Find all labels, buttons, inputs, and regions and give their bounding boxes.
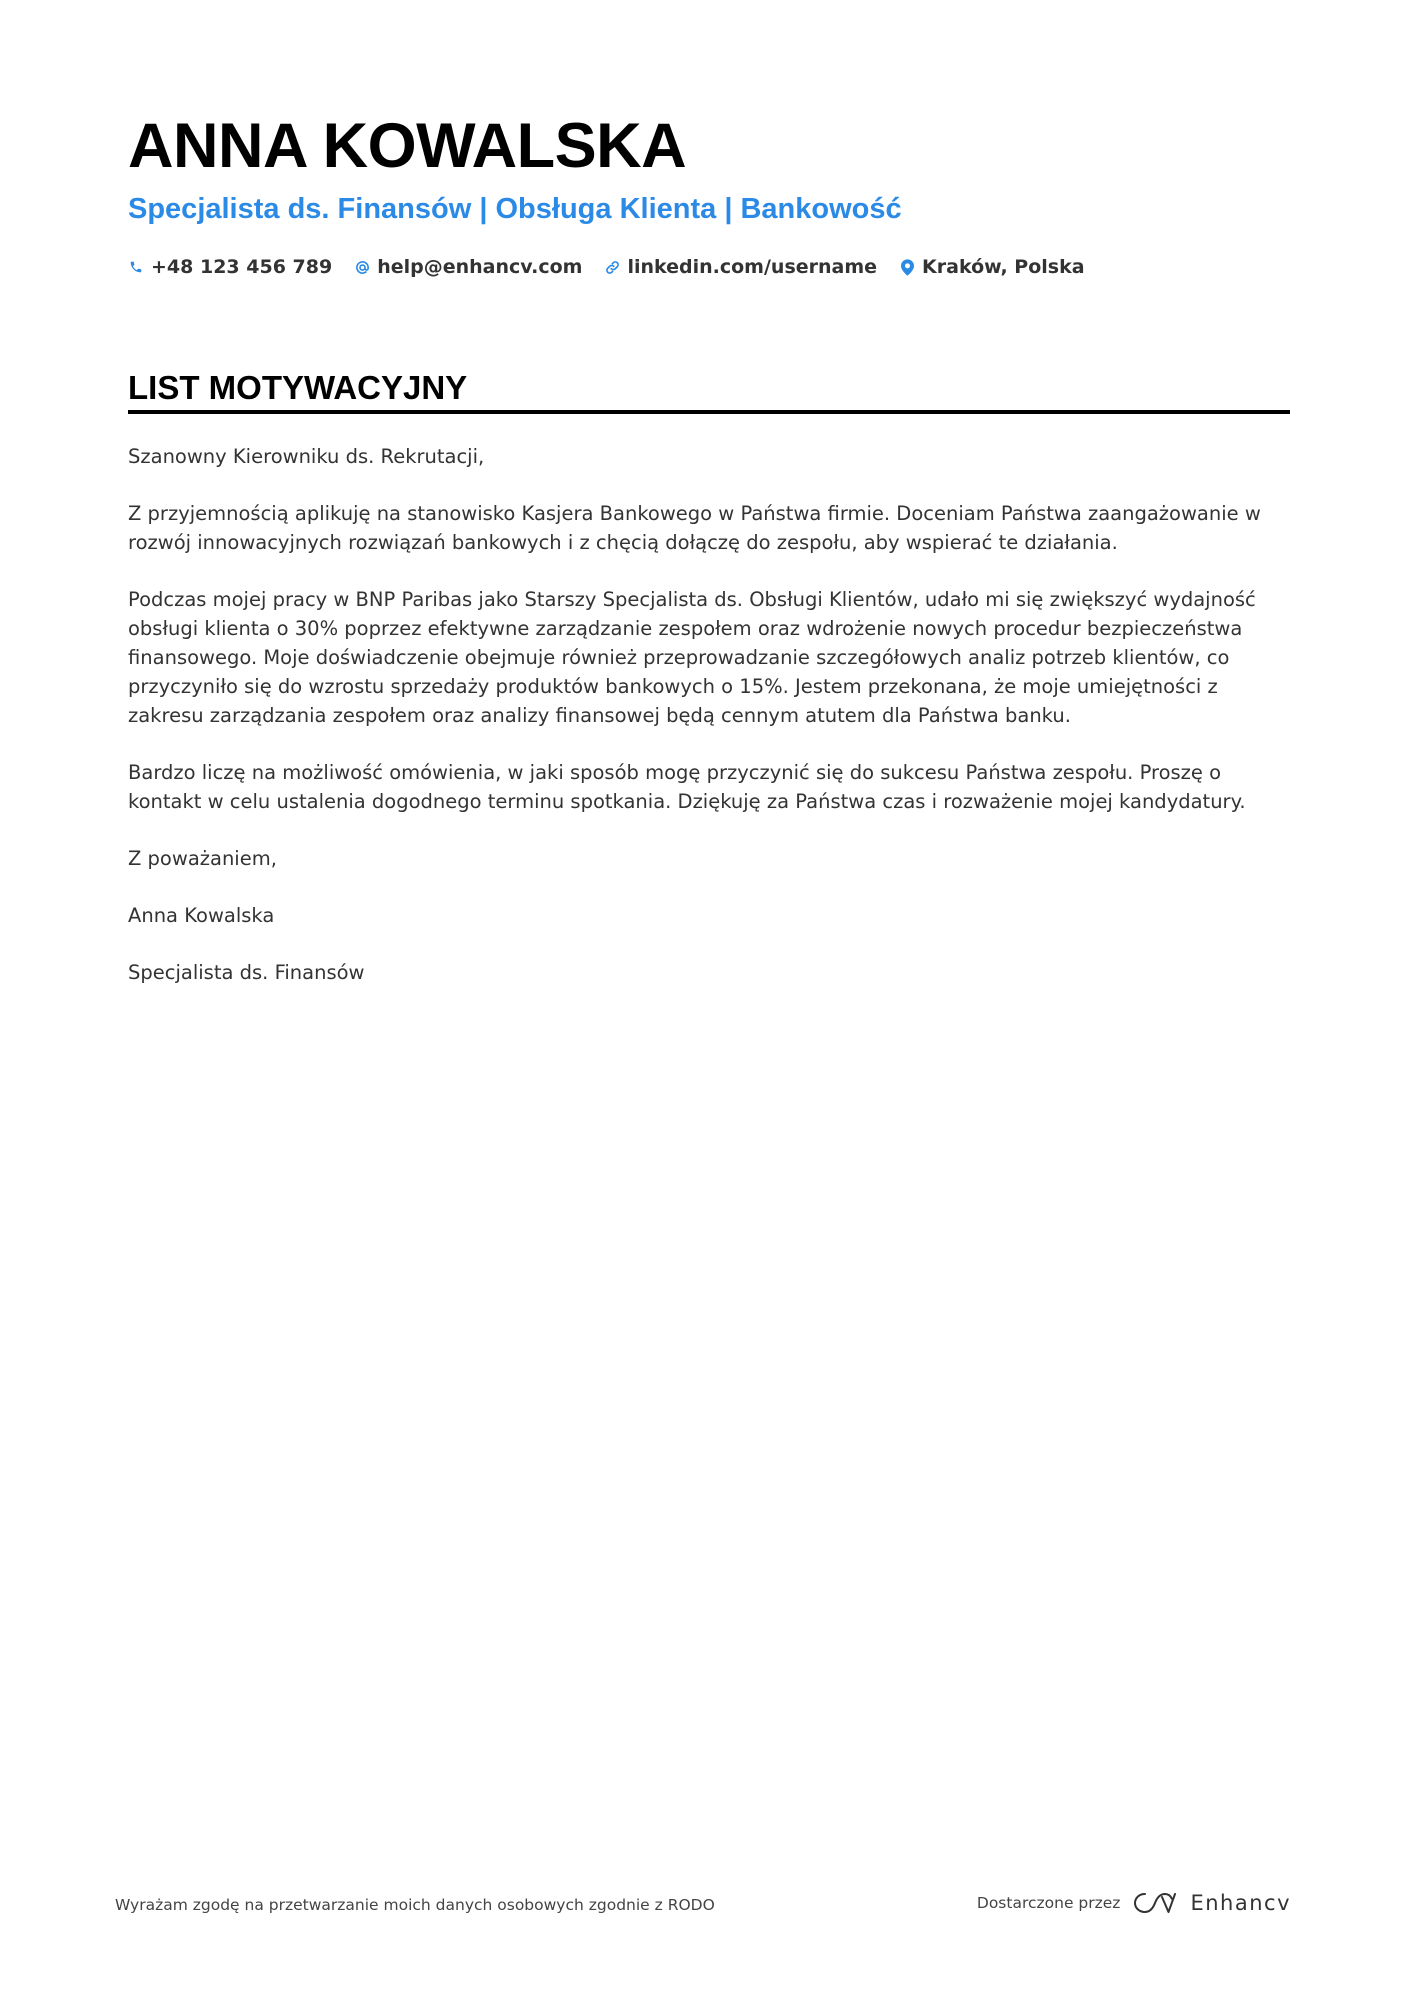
contact-bar bbox=[128, 254, 1107, 280]
enhancv-logo-icon bbox=[1132, 1890, 1178, 1916]
letter-paragraph: Bardzo liczę na możliwość omówienia, w jaki sposób mogę przyczynić się do sukcesu Państwa zespołu. Proszę o kontakt w celu ustalenia dogodnego terminu spotkania. Dziękuję za Państwa czas i rozważenie mojej kandydatury. bbox=[128, 761, 1246, 813]
location-icon bbox=[899, 257, 915, 277]
at-icon bbox=[354, 257, 370, 277]
letter-paragraph: Podczas mojej pracy w BNP Paribas jako Starszy Specjalista ds. Obsługi Klientów, udało mi się zwiększyć wydajność obsługi klienta o 30% poprzez efektywne zarządzanie zespołem oraz wdrożenie nowych procedur bezpieczeństwa finansowego. Moje doświadczenie obejmuje również przeprowadzanie szczegółowych analiz potrzeb klientów, co przyczyniło się do wzrostu sprzedaży produktów bankowych o 15%. Jestem przekonana, że moje umiejętności z zakresu zarządzania zespołem oraz analizy finansowej będą cennym atutem dla Państwa banku. bbox=[128, 588, 1256, 727]
letter-closing: Z poważaniem, bbox=[128, 847, 277, 870]
contact-location-text: Kraków, Polska bbox=[922, 256, 1085, 278]
enhancv-wordmark: Enhancv bbox=[1190, 1891, 1291, 1915]
link-icon bbox=[604, 257, 620, 277]
candidate-headline: Specjalista ds. Finansów | Obsługa Klienta | Bankowość bbox=[128, 193, 902, 225]
signature-title: Specjalista ds. Finansów bbox=[128, 961, 365, 984]
section-divider bbox=[128, 410, 1290, 414]
candidate-name: ANNA KOWALSKA bbox=[128, 111, 687, 181]
contact-linkedin-text[interactable]: linkedin.com/username bbox=[627, 256, 878, 278]
contact-phone bbox=[128, 256, 332, 278]
footer-branding[interactable] bbox=[977, 1880, 1291, 1926]
provided-by-label: Dostarczone przez bbox=[976, 1894, 1121, 1912]
contact-email[interactable] bbox=[354, 256, 582, 278]
contact-phone-text: +48 123 456 789 bbox=[151, 256, 333, 278]
gdpr-consent: Wyrażam zgodę na przetwarzanie moich danych osobowych zgodnie z RODO bbox=[115, 1896, 715, 1914]
contact-email-text[interactable]: help@enhancv.com bbox=[377, 256, 583, 278]
signature-name: Anna Kowalska bbox=[128, 904, 275, 927]
section-title: LIST MOTYWACYJNY bbox=[128, 369, 468, 406]
letter-greeting: Szanowny Kierowniku ds. Rekrutacji, bbox=[128, 445, 485, 468]
contact-linkedin[interactable] bbox=[604, 256, 877, 278]
letter-body bbox=[128, 442, 1290, 1015]
contact-location bbox=[899, 256, 1085, 278]
phone-icon bbox=[128, 257, 144, 277]
letter-paragraph: Z przyjemnością aplikuję na stanowisko Kasjera Bankowego w Państwa firmie. Doceniam Państwa zaangażowanie w rozwój innowacyjnych rozwiązań bankowych i z chęcią dołączę do zespołu, aby wspierać te działania. bbox=[128, 502, 1261, 554]
